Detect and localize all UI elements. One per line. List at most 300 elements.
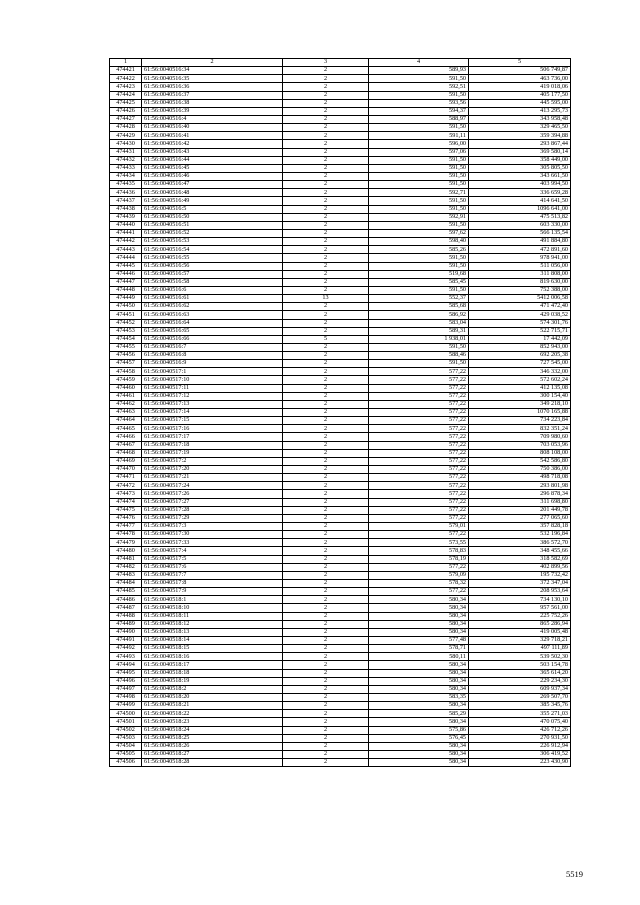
row-number-cell: 474486 — [110, 596, 142, 604]
cadastral-number-cell: 61:56:0040518:13 — [142, 628, 283, 636]
row-number-cell: 474464 — [110, 417, 142, 425]
group-cell: 2 — [283, 181, 369, 189]
value-cell: 578,19 — [369, 555, 469, 563]
cadastral-number-cell: 61:56:0040518:15 — [142, 645, 283, 653]
table-row — [110, 189, 571, 197]
cadastral-number-cell: 61:56:0040517:12 — [142, 392, 283, 400]
group-cell: 2 — [283, 669, 369, 677]
value-cell: 577,22 — [369, 531, 469, 539]
group-cell: 2 — [283, 734, 369, 742]
group-cell: 2 — [283, 254, 369, 262]
amount-cell: 225 752,26 — [469, 612, 571, 620]
row-number-cell: 474460 — [110, 384, 142, 392]
value-cell: 578,71 — [369, 645, 469, 653]
row-number-cell: 474441 — [110, 229, 142, 237]
cadastral-number-cell: 61:56:0040516:61 — [142, 295, 283, 303]
table-row — [110, 628, 571, 636]
row-number-cell: 474425 — [110, 99, 142, 107]
amount-cell: 5412 006,58 — [469, 295, 571, 303]
cadastral-number-cell: 61:56:0040516:56 — [142, 262, 283, 270]
value-cell: 577,22 — [369, 466, 469, 474]
group-cell: 2 — [283, 221, 369, 229]
cadastral-number-cell: 61:56:0040517:11 — [142, 384, 283, 392]
cadastral-number-cell: 61:56:0040516:37 — [142, 91, 283, 99]
row-number-cell: 474481 — [110, 555, 142, 563]
group-cell: 2 — [283, 400, 369, 408]
value-cell: 579,01 — [369, 523, 469, 531]
amount-cell: 852 943,00 — [469, 343, 571, 351]
row-number-cell: 474434 — [110, 172, 142, 180]
table-row — [110, 246, 571, 254]
cadastral-number-cell: 61:56:0040516:58 — [142, 278, 283, 286]
amount-cell: 223 430,90 — [469, 759, 571, 767]
cadastral-number-cell: 61:56:0040518:22 — [142, 710, 283, 718]
amount-cell: 369 580,14 — [469, 148, 571, 156]
amount-cell: 311 698,80 — [469, 498, 571, 506]
value-cell: 580,34 — [369, 612, 469, 620]
value-cell: 585,68 — [369, 303, 469, 311]
amount-cell: 819 630,00 — [469, 278, 571, 286]
table-row — [110, 433, 571, 441]
row-number-cell: 474465 — [110, 425, 142, 433]
value-cell: 591,50 — [369, 254, 469, 262]
value-cell: 580,34 — [369, 628, 469, 636]
value-cell: 580,34 — [369, 596, 469, 604]
column-header-4: 4 — [369, 59, 469, 67]
row-number-cell: 474478 — [110, 531, 142, 539]
table-row — [110, 759, 571, 767]
cadastral-number-cell: 61:56:0040516:62 — [142, 303, 283, 311]
group-cell: 2 — [283, 132, 369, 140]
cadastral-number-cell: 61:56:0040517:17 — [142, 433, 283, 441]
table-row — [110, 425, 571, 433]
row-number-cell: 474470 — [110, 466, 142, 474]
value-cell: 577,22 — [369, 417, 469, 425]
value-cell: 591,50 — [369, 205, 469, 213]
cadastral-number-cell: 61:56:0040517:26 — [142, 490, 283, 498]
amount-cell: 419 018,06 — [469, 83, 571, 91]
amount-cell: 405 177,50 — [469, 91, 571, 99]
row-number-cell: 474468 — [110, 449, 142, 457]
value-cell: 577,22 — [369, 392, 469, 400]
table-row — [110, 710, 571, 718]
cadastral-number-cell: 61:56:0040516:7 — [142, 343, 283, 351]
value-cell: 577,22 — [369, 490, 469, 498]
amount-cell: 277 065,60 — [469, 514, 571, 522]
amount-cell: 865 286,94 — [469, 620, 571, 628]
table-row — [110, 132, 571, 140]
value-cell: 580,34 — [369, 604, 469, 612]
value-cell: 592,71 — [369, 189, 469, 197]
row-number-cell: 474435 — [110, 181, 142, 189]
row-number-cell: 474456 — [110, 352, 142, 360]
cadastral-number-cell: 61:56:0040516:4 — [142, 115, 283, 123]
row-number-cell: 474423 — [110, 83, 142, 91]
group-cell: 2 — [283, 596, 369, 604]
cadastral-number-cell: 61:56:0040516:57 — [142, 270, 283, 278]
row-number-cell: 474430 — [110, 140, 142, 148]
value-cell: 580,34 — [369, 620, 469, 628]
row-number-cell: 474489 — [110, 620, 142, 628]
amount-cell: 734 130,10 — [469, 596, 571, 604]
amount-cell: 808 108,00 — [469, 449, 571, 457]
table-row — [110, 360, 571, 368]
cadastral-number-cell: 61:56:0040518:10 — [142, 604, 283, 612]
cadastral-number-cell: 61:56:0040518:23 — [142, 718, 283, 726]
table-row — [110, 466, 571, 474]
value-cell: 585,29 — [369, 710, 469, 718]
cadastral-number-cell: 61:56:0040518:20 — [142, 693, 283, 701]
table-row — [110, 506, 571, 514]
group-cell: 2 — [283, 91, 369, 99]
row-number-cell: 474440 — [110, 221, 142, 229]
group-cell: 2 — [283, 710, 369, 718]
table-row — [110, 677, 571, 685]
table-row — [110, 172, 571, 180]
amount-cell: 412 135,08 — [469, 384, 571, 392]
table-row — [110, 376, 571, 384]
row-number-cell: 474458 — [110, 368, 142, 376]
row-number-cell: 474427 — [110, 115, 142, 123]
group-cell: 2 — [283, 156, 369, 164]
value-cell: 519,68 — [369, 270, 469, 278]
table-row — [110, 596, 571, 604]
group-cell: 2 — [283, 83, 369, 91]
cadastral-number-cell: 61:56:0040516:50 — [142, 213, 283, 221]
amount-cell: 470 075,40 — [469, 718, 571, 726]
group-cell: 2 — [283, 693, 369, 701]
group-cell: 2 — [283, 490, 369, 498]
value-cell: 577,22 — [369, 376, 469, 384]
value-cell: 591,50 — [369, 360, 469, 368]
cadastral-number-cell: 61:56:0040516:64 — [142, 319, 283, 327]
value-cell: 577,22 — [369, 506, 469, 514]
row-number-cell: 474451 — [110, 311, 142, 319]
group-cell: 2 — [283, 514, 369, 522]
table-row — [110, 531, 571, 539]
row-number-cell: 474437 — [110, 197, 142, 205]
row-number-cell: 474452 — [110, 319, 142, 327]
amount-cell: 703 053,96 — [469, 441, 571, 449]
row-number-cell: 474428 — [110, 124, 142, 132]
amount-cell: 506 749,87 — [469, 67, 571, 75]
row-number-cell: 474493 — [110, 653, 142, 661]
amount-cell: 311 808,00 — [469, 270, 571, 278]
row-number-cell: 474482 — [110, 563, 142, 571]
cadastral-number-cell: 61:56:0040517:29 — [142, 514, 283, 522]
table-row — [110, 620, 571, 628]
row-number-cell: 474499 — [110, 702, 142, 710]
amount-cell: 445 595,00 — [469, 99, 571, 107]
row-number-cell: 474461 — [110, 392, 142, 400]
value-cell: 585,45 — [369, 278, 469, 286]
value-cell: 580,34 — [369, 685, 469, 693]
amount-cell: 539 502,30 — [469, 653, 571, 661]
table-row — [110, 636, 571, 644]
cadastral-number-cell: 61:56:0040516:49 — [142, 197, 283, 205]
amount-cell: 503 154,78 — [469, 661, 571, 669]
row-number-cell: 474457 — [110, 360, 142, 368]
value-cell: 594,37 — [369, 107, 469, 115]
value-cell: 575,86 — [369, 726, 469, 734]
cadastral-number-cell: 61:56:0040517:7 — [142, 571, 283, 579]
group-cell: 2 — [283, 115, 369, 123]
row-number-cell: 474439 — [110, 213, 142, 221]
row-number-cell: 474490 — [110, 628, 142, 636]
value-cell: 577,22 — [369, 368, 469, 376]
group-cell: 2 — [283, 466, 369, 474]
amount-cell: 532 196,84 — [469, 531, 571, 539]
amount-cell: 429 038,52 — [469, 311, 571, 319]
group-cell: 2 — [283, 645, 369, 653]
header-row — [110, 59, 571, 67]
row-number-cell: 474449 — [110, 295, 142, 303]
value-cell: 577,22 — [369, 384, 469, 392]
table-row — [110, 352, 571, 360]
amount-cell: 343 958,48 — [469, 115, 571, 123]
table-row — [110, 368, 571, 376]
row-number-cell: 474504 — [110, 742, 142, 750]
table-row — [110, 343, 571, 351]
cadastral-number-cell: 61:56:0040517:8 — [142, 580, 283, 588]
amount-cell: 293 867,44 — [469, 140, 571, 148]
value-cell: 593,56 — [369, 99, 469, 107]
cadastral-number-cell: 61:56:0040516:39 — [142, 107, 283, 115]
table-row — [110, 270, 571, 278]
group-cell: 2 — [283, 726, 369, 734]
row-number-cell: 474484 — [110, 580, 142, 588]
group-cell: 2 — [283, 303, 369, 311]
table-row — [110, 457, 571, 465]
table-row — [110, 319, 571, 327]
amount-cell: 359 394,88 — [469, 132, 571, 140]
table-row — [110, 604, 571, 612]
amount-cell: 472 891,60 — [469, 246, 571, 254]
group-cell: 2 — [283, 164, 369, 172]
group-cell: 2 — [283, 140, 369, 148]
cadastral-number-cell: 61:56:0040516:41 — [142, 132, 283, 140]
table-row — [110, 278, 571, 286]
group-cell: 2 — [283, 172, 369, 180]
value-cell: 580,34 — [369, 718, 469, 726]
group-cell: 2 — [283, 661, 369, 669]
value-cell: 591,50 — [369, 181, 469, 189]
table-row — [110, 75, 571, 83]
cadastral-number-cell: 61:56:0040516:36 — [142, 83, 283, 91]
table-row — [110, 99, 571, 107]
cadastral-number-cell: 61:56:0040516:53 — [142, 238, 283, 246]
value-cell: 577,22 — [369, 449, 469, 457]
amount-cell: 357 828,18 — [469, 523, 571, 531]
amount-cell: 348 455,66 — [469, 547, 571, 555]
value-cell: 580,34 — [369, 677, 469, 685]
cadastral-number-cell: 61:56:0040516:66 — [142, 335, 283, 343]
cadastral-number-cell: 61:56:0040518:12 — [142, 620, 283, 628]
table-header — [110, 59, 571, 67]
cadastral-number-cell: 61:56:0040517:30 — [142, 531, 283, 539]
amount-cell: 195 732,42 — [469, 571, 571, 579]
group-cell: 2 — [283, 278, 369, 286]
value-cell: 577,22 — [369, 588, 469, 596]
row-number-cell: 474474 — [110, 498, 142, 506]
group-cell: 2 — [283, 702, 369, 710]
value-cell: 577,22 — [369, 563, 469, 571]
data-table — [109, 58, 571, 767]
cadastral-number-cell: 61:56:0040518:19 — [142, 677, 283, 685]
group-cell: 2 — [283, 620, 369, 628]
value-cell: 591,11 — [369, 132, 469, 140]
value-cell: 577,22 — [369, 441, 469, 449]
group-cell: 2 — [283, 539, 369, 547]
value-cell: 580,34 — [369, 702, 469, 710]
cadastral-number-cell: 61:56:0040517:14 — [142, 409, 283, 417]
table-row — [110, 335, 571, 343]
amount-cell: 226 912,94 — [469, 742, 571, 750]
table-row — [110, 392, 571, 400]
value-cell: 577,48 — [369, 636, 469, 644]
row-number-cell: 474487 — [110, 604, 142, 612]
amount-cell: 475 513,82 — [469, 213, 571, 221]
group-cell: 2 — [283, 384, 369, 392]
cadastral-number-cell: 61:56:0040517:1 — [142, 368, 283, 376]
value-cell: 583,04 — [369, 319, 469, 327]
group-cell: 2 — [283, 327, 369, 335]
row-number-cell: 474502 — [110, 726, 142, 734]
table-row — [110, 229, 571, 237]
row-number-cell: 474436 — [110, 189, 142, 197]
group-cell: 2 — [283, 75, 369, 83]
row-number-cell: 474426 — [110, 107, 142, 115]
row-number-cell: 474466 — [110, 433, 142, 441]
amount-cell: 709 980,60 — [469, 433, 571, 441]
table-row — [110, 205, 571, 213]
table-row — [110, 156, 571, 164]
group-cell: 2 — [283, 189, 369, 197]
table-row — [110, 474, 571, 482]
cadastral-number-cell: 61:56:0040516:52 — [142, 229, 283, 237]
table-row — [110, 124, 571, 132]
value-cell: 597,62 — [369, 229, 469, 237]
amount-cell: 957 561,00 — [469, 604, 571, 612]
table-row — [110, 221, 571, 229]
table-row — [110, 482, 571, 490]
cadastral-number-cell: 61:56:0040518:28 — [142, 759, 283, 767]
row-number-cell: 474450 — [110, 303, 142, 311]
amount-cell: 305 805,50 — [469, 164, 571, 172]
cadastral-number-cell: 61:56:0040517:33 — [142, 539, 283, 547]
cadastral-number-cell: 61:56:0040518:17 — [142, 661, 283, 669]
amount-cell: 609 937,34 — [469, 685, 571, 693]
amount-cell: 542 586,80 — [469, 457, 571, 465]
cadastral-number-cell: 61:56:0040516:47 — [142, 181, 283, 189]
row-number-cell: 474454 — [110, 335, 142, 343]
amount-cell: 603 330,00 — [469, 221, 571, 229]
cadastral-number-cell: 61:56:0040516:9 — [142, 360, 283, 368]
table-row — [110, 669, 571, 677]
table-row — [110, 286, 571, 294]
cadastral-number-cell: 61:56:0040516:6 — [142, 286, 283, 294]
group-cell: 2 — [283, 197, 369, 205]
value-cell: 591,50 — [369, 286, 469, 294]
column-header-2: 2 — [142, 59, 283, 67]
row-number-cell: 474477 — [110, 523, 142, 531]
row-number-cell: 474453 — [110, 327, 142, 335]
amount-cell: 306 419,52 — [469, 750, 571, 758]
row-number-cell: 474475 — [110, 506, 142, 514]
amount-cell: 692 205,38 — [469, 352, 571, 360]
row-number-cell: 474476 — [110, 514, 142, 522]
cadastral-number-cell: 61:56:0040517:5 — [142, 555, 283, 563]
row-number-cell: 474498 — [110, 693, 142, 701]
cadastral-number-cell: 61:56:0040516:5 — [142, 205, 283, 213]
cadastral-number-cell: 61:56:0040516:8 — [142, 352, 283, 360]
row-number-cell: 474472 — [110, 482, 142, 490]
cadastral-number-cell: 61:56:0040517:28 — [142, 506, 283, 514]
column-header-5: 5 — [469, 59, 571, 67]
group-cell: 2 — [283, 270, 369, 278]
group-cell: 2 — [283, 563, 369, 571]
value-cell: 596,00 — [369, 140, 469, 148]
value-cell: 578,83 — [369, 547, 469, 555]
group-cell: 2 — [283, 213, 369, 221]
cadastral-number-cell: 61:56:0040516:45 — [142, 164, 283, 172]
value-cell: 591,50 — [369, 75, 469, 83]
group-cell: 2 — [283, 677, 369, 685]
cadastral-number-cell: 61:56:0040517:4 — [142, 547, 283, 555]
group-cell: 2 — [283, 718, 369, 726]
group-cell: 2 — [283, 759, 369, 767]
table-row — [110, 490, 571, 498]
cadastral-number-cell: 61:56:0040517:20 — [142, 466, 283, 474]
amount-cell: 522 715,71 — [469, 327, 571, 335]
value-cell: 591,50 — [369, 262, 469, 270]
table-row — [110, 750, 571, 758]
cadastral-number-cell: 61:56:0040517:16 — [142, 425, 283, 433]
cadastral-number-cell: 61:56:0040518:24 — [142, 726, 283, 734]
amount-cell: 413 295,73 — [469, 107, 571, 115]
value-cell: 591,50 — [369, 343, 469, 351]
group-cell: 2 — [283, 368, 369, 376]
value-cell: 597,06 — [369, 148, 469, 156]
amount-cell: 426 712,26 — [469, 726, 571, 734]
table-row — [110, 612, 571, 620]
amount-cell: 750 386,00 — [469, 466, 571, 474]
group-cell: 2 — [283, 555, 369, 563]
group-cell: 2 — [283, 148, 369, 156]
cadastral-number-cell: 61:56:0040517:27 — [142, 498, 283, 506]
row-number-cell: 474480 — [110, 547, 142, 555]
table-row — [110, 555, 571, 563]
value-cell: 577,22 — [369, 433, 469, 441]
table-row — [110, 702, 571, 710]
cadastral-number-cell: 61:56:0040518:1 — [142, 596, 283, 604]
value-cell: 580,34 — [369, 742, 469, 750]
amount-cell: 386 572,70 — [469, 539, 571, 547]
group-cell: 2 — [283, 457, 369, 465]
group-cell: 2 — [283, 311, 369, 319]
column-header-1: 1 — [110, 59, 142, 67]
table-row — [110, 514, 571, 522]
value-cell: 580,34 — [369, 750, 469, 758]
table-row — [110, 571, 571, 579]
cadastral-number-cell: 61:56:0040516:51 — [142, 221, 283, 229]
amount-cell: 208 953,64 — [469, 588, 571, 596]
amount-cell: 355 271,03 — [469, 710, 571, 718]
value-cell: 589,31 — [369, 327, 469, 335]
group-cell: 2 — [283, 653, 369, 661]
cadastral-number-cell: 61:56:0040516:55 — [142, 254, 283, 262]
group-cell: 2 — [283, 685, 369, 693]
